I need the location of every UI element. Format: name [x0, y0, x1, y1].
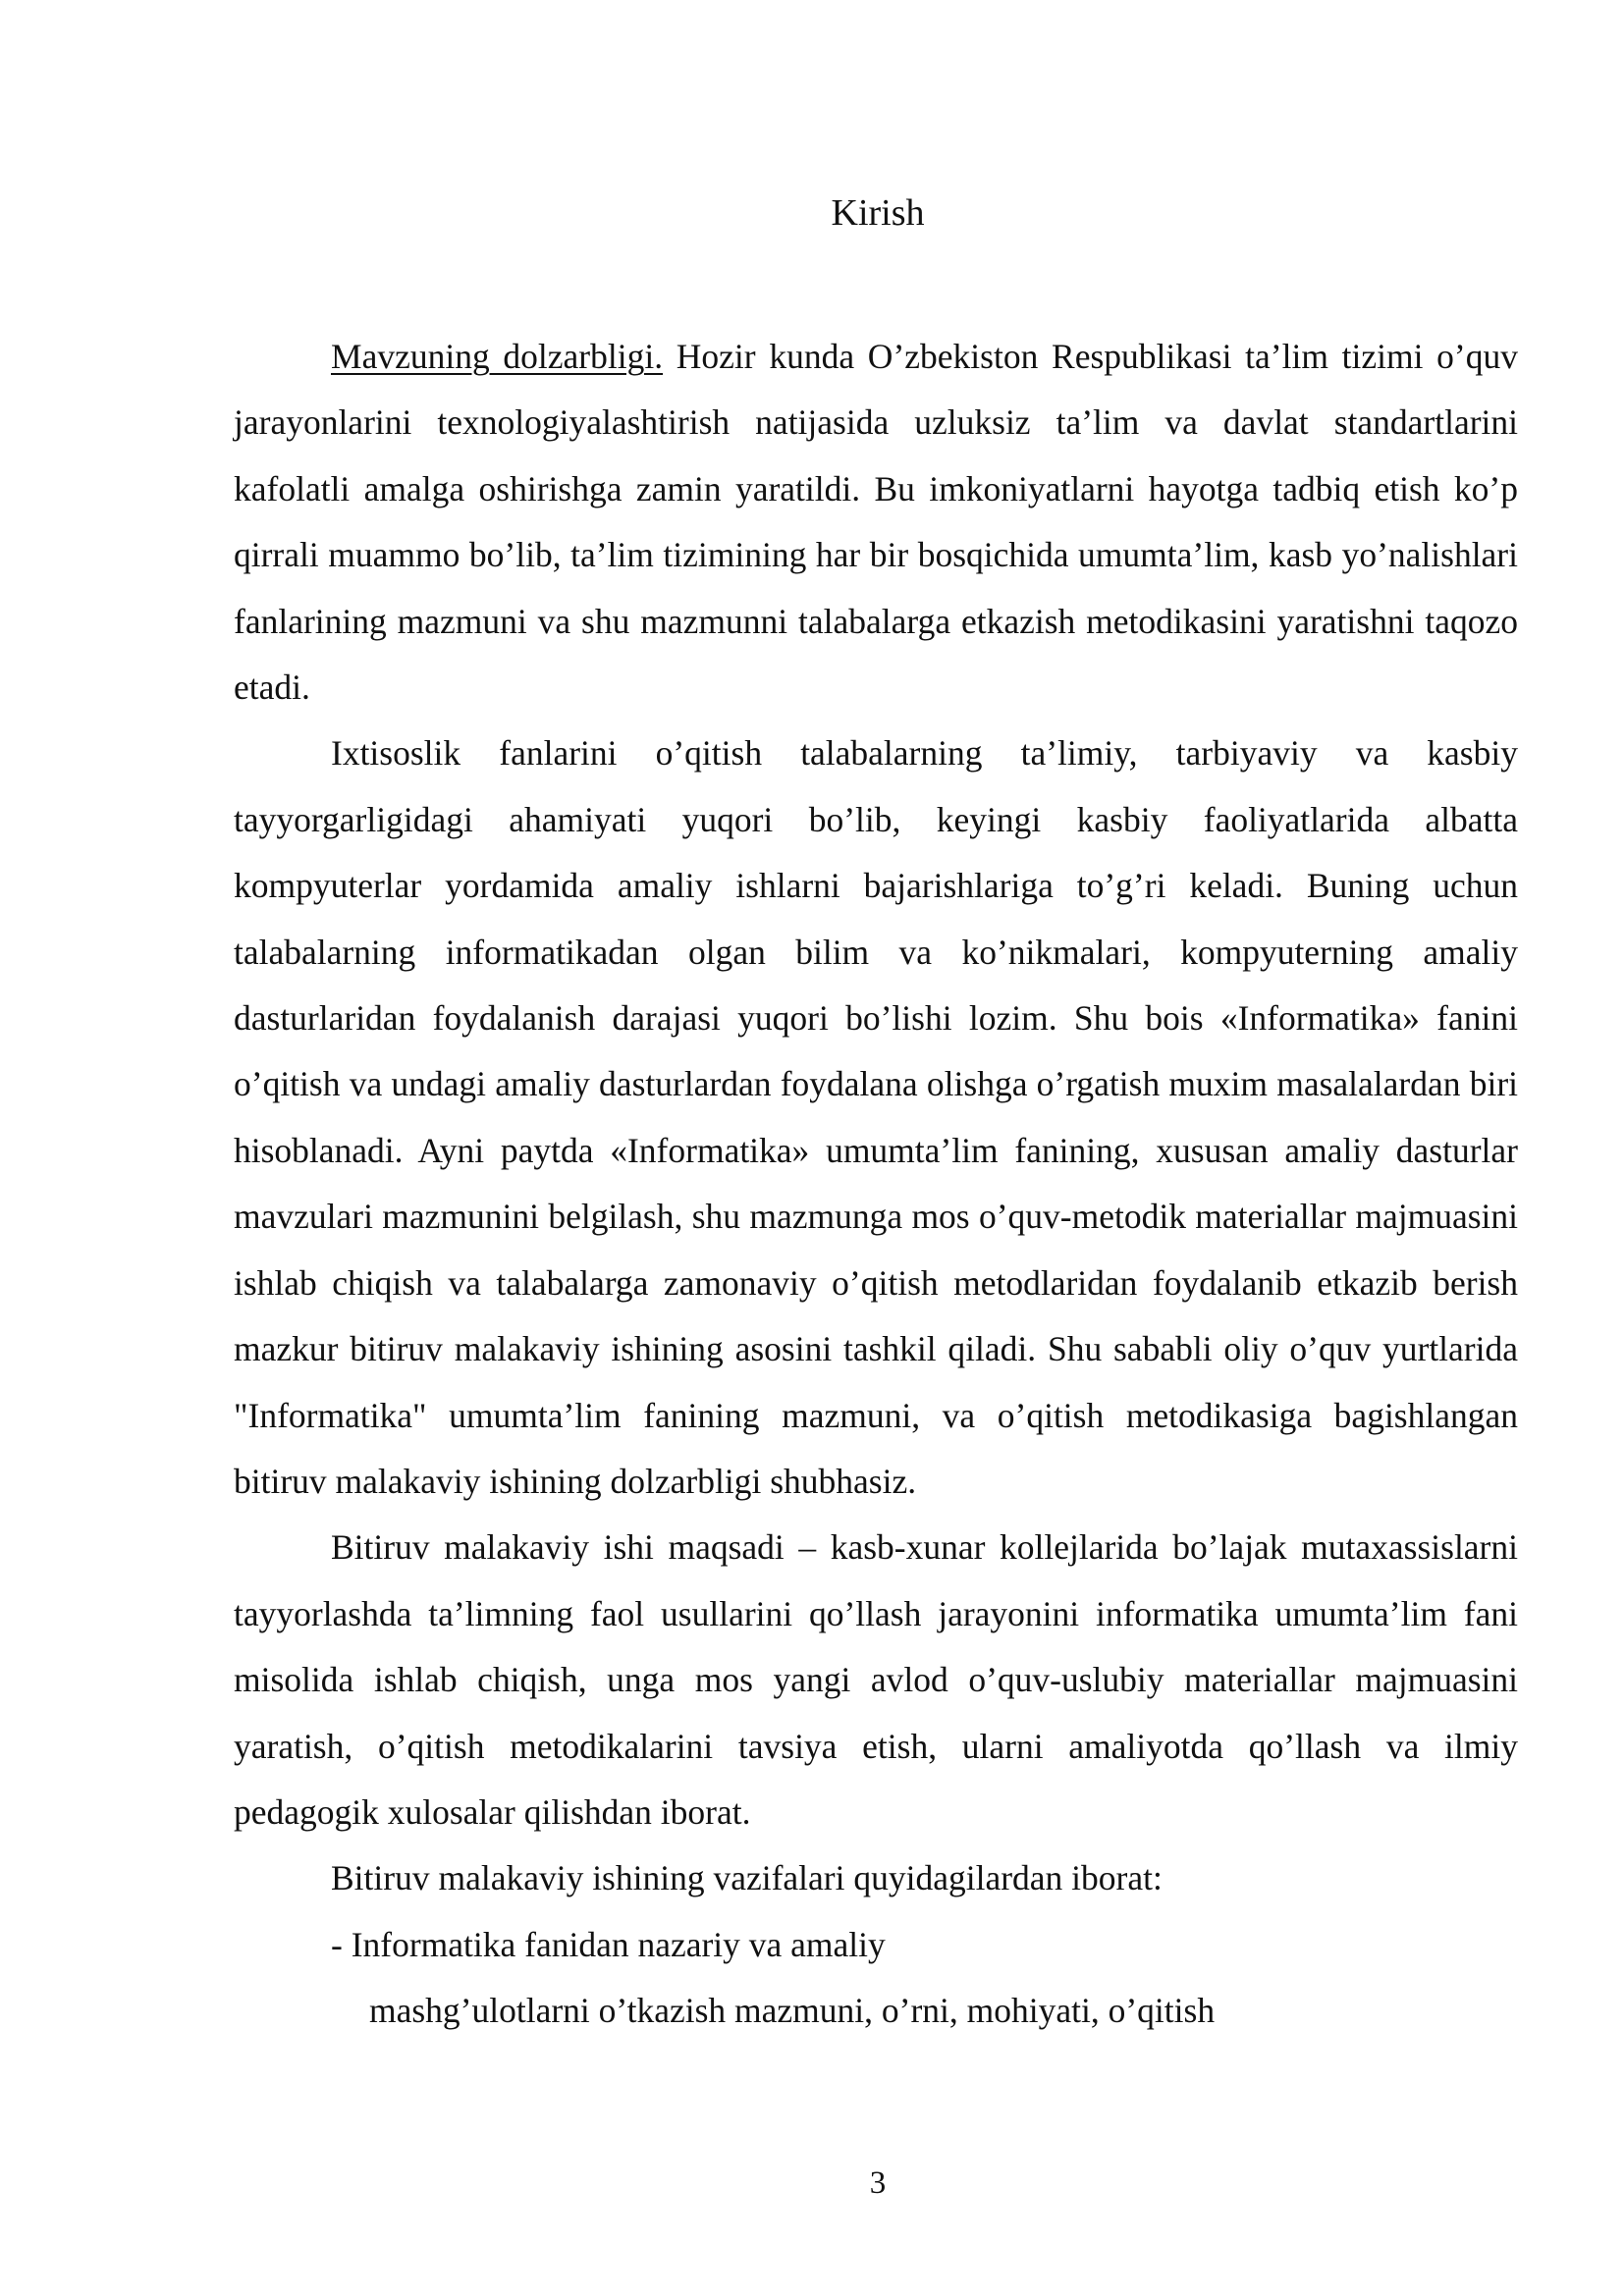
page-number: 3	[869, 2165, 887, 2201]
page-title: Kirish	[831, 192, 925, 234]
paragraph-text: Hozir kunda O’zbekiston Respublikasi ta’lim tizimi o’quv jarayonlarini texnologiyalashtirish natijasida uzluksiz ta’lim va davlat standartlarini kafolatli amalga oshirishga zamin yaratildi. Bu imkoniyatlarni hayotga tadbiq etish ko’p qirrali muammo bo’lib, ta’lim tizimining har bir bosqichida umumta’lim, kasb yo’nalishlari fanlarining mazmuni va shu mazmunni talabalarga etkazish metodikasini yaratishni taqozo etadi.	[234, 337, 1519, 708]
task-item-line: - Informatika fanidan nazariy va amaliy	[331, 1924, 886, 1964]
section-lead-heading: Mavzuning dolzarbligi.	[331, 337, 664, 376]
task-item-continuation: mashg’ulotlarni o’tkazish mazmuni, o’rni, mohiyati, o’qitish	[369, 1991, 1216, 2031]
tasks-intro: Bitiruv malakaviy ishining vazifalari quyidagilardan iborat:	[331, 1858, 1163, 1898]
document-body	[234, 324, 1518, 2045]
paragraph-specialty-subjects: Ixtisoslik fanlarini o’qitish talabalarning ta’limiy, tarbiyaviy va kasbiy tayyorgarligidagi ahamiyati yuqori bo’lib, keyingi kasbiy faoliyatlarida albatta kompyuterlar yordamida amaliy ishlarni bajarishlariga to’g’ri keladi. Buning uchun talabalarning informatikadan olgan bilim va ko’nikmalari, kompyuterning amaliy dasturlaridan foydalanish darajasi yuqori bo’lishi lozim. Shu bois «Informatika» fanini o’qitish va undagi amaliy dasturlardan foydalana olishga o’rgatish muxim masalalardan biri hisoblanadi. Ayni paytda «Informatika» umumta’lim fanining, xususan amaliy dasturlar mavzulari mazmunini belgilash, shu mazmunga mos o’quv-metodik materiallar majmuasini ishlab chiqish va talabalarga zamonaviy o’qitish metodlaridan foydalanib etkazib berish mazkur bitiruv malakaviy ishining asosini tashkil qiladi. Shu sababli oliy o’quv yurtlarida "Informatika" umumta’lim fanining mazmuni, va o’qitish metodikasiga bagishlangan bitiruv malakaviy ishining dolzarbligi shubhasiz.	[234, 733, 1518, 1501]
paragraph-goal: Bitiruv malakaviy ishi maqsadi – kasb-xunar kollejlarida bo’lajak mutaxassislarni tayyorlashda ta’limning faol usullarini qo’llash jarayonini informatika umumta’lim fani misolida ishlab chiqish, unga mos yangi avlod o’quv-uslubiy materiallar majmuasini yaratish, o’qitish metodikalarini tavsiya etish, ularni amaliyotda qo’llash va ilmiy pedagogik xulosalar qilishdan iborat.	[234, 1527, 1518, 1832]
paragraph-relevance	[234, 324, 1518, 721]
